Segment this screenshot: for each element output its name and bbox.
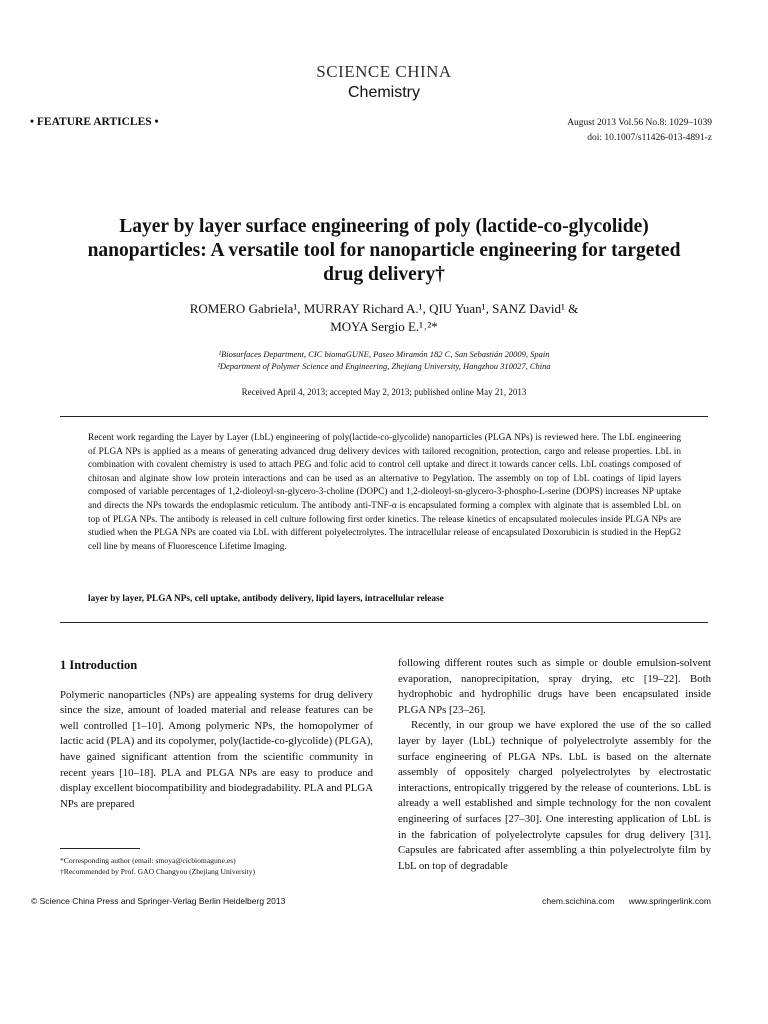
affiliation-1: ¹Biosurfaces Department, CIC biomaGUNE, Paseo Miramón 182 C, San Sebastián 20009, Spain <box>218 349 550 359</box>
footnote-corresponding: *Corresponding author (email: smoya@cicbiomagune.es) <box>60 856 236 865</box>
author-list <box>90 300 678 336</box>
keywords: layer by layer, PLGA NPs, cell uptake, antibody delivery, lipid layers, intracellular release <box>88 594 444 604</box>
left-column <box>60 658 373 812</box>
intro-paragraph-2: following different routes such as simple or double emulsion-solvent evaporation, nanoprecipitation, spray drying, etc [19–22]. Both hydrophobic and hydrophilic drugs have been encapsulated inside PLGA NPs [23–26]. <box>398 657 711 716</box>
divider-top <box>60 416 708 417</box>
link-chem-scichina[interactable]: chem.scichina.com <box>542 896 615 906</box>
divider-bottom <box>60 622 708 623</box>
intro-paragraph-3: Recently, in our group we have explored the use of the so called layer by layer (LbL) technique of polyelectrolyte assembly for the surface engineering of PLGA NPs. LbL is based on the alternate assembly of oppositely charged polyelectrolytes by electrostatic interactions, entropically triggered by the release of counterions. LbL is already a well established and simple technology for the non covalent engineering of surfaces [27–30]. One interesting application of LbL is in the fabrication of polyelectrolyte capsules for drug delivery [31]. Capsules are fabricated after assembling a thin polyelectrolyte film by LbL on top of degradable <box>398 719 711 872</box>
affiliations <box>90 348 678 372</box>
journal-name: SCIENCE CHINA <box>316 62 452 81</box>
link-springerlink[interactable]: www.springerlink.com <box>628 896 711 906</box>
footnotes <box>60 855 380 877</box>
journal-subject: Chemistry <box>347 84 420 101</box>
affiliation-2: ²Department of Polymer Science and Engineering, Zhejiang University, Hangzhou 310027, China <box>217 361 551 371</box>
article-title: Layer by layer surface engineering of poly (lactide-co-glycolide) nanoparticles: A versatile tool for nanoparticle engineering for targeted drug delivery† <box>87 216 681 285</box>
footer-links <box>530 896 711 906</box>
intro-paragraph-1: Polymeric nanoparticles (NPs) are appealing systems for drug delivery since the size, amount of loaded material and release features can be well controlled [1–10]. Among polymeric NPs, the homopolymer of lactic acid (PLA) and its copolymer, poly(lactide-co-glycolide) (PLGA), have gained significant attention from the scientific community in recent years [10–18]. PLA and PLGA NPs are easy to produce and display excellent biocompatibility and biodegradability. PLA and PLGA NPs are prepared <box>60 688 373 810</box>
section-heading-introduction: 1 Introduction <box>60 658 138 672</box>
authors-line-1: ROMERO Gabriela¹, MURRAY Richard A.¹, QIU Yuan¹, SANZ David¹ & <box>189 301 579 316</box>
abstract: Recent work regarding the Layer by Layer (LbL) engineering of poly(lactide-co-glycolide) nanoparticles (PLGA NPs) is reviewed here. The LbL engineering of PLGA NPs is applied as a means of generating advanced drug delivery devices with tailored recognition, protection, cargo and release properties. LbL in combination with covalent chemistry is used to attach PEG and folic acid to control cell uptake and direct it towards cancer cells. LbL coatings composed of chitosan and alginate show low protein interactions and can be used as an alternative to Pegylation. The assembly on top of LbL coatings of lipid layers composed of variable percentages of 1,2-dioleoyl-sn-glycero-3-choline (DOPC) and 1,2-dioleoyl-sn-glycero-3-phospho-L-serine (DOPS) increases NP uptake and directs the NPs towards the endoplasmic reticulum. The antibody anti-TNF-α is encapsulated forming a complex with alginate that is assembled LbL on top of PLGA NPs. The antibody is released in cell culture following first order kinetics. The release kinetics of encapsulated molecules inside PLGA NPs are studied when the PLGA NPs are coated via LbL with different polyelectrolytes. The intracellular release of encapsulated Doxorubicin is studied in the HepG2 cell line by means of Fluorescence Lifetime Imaging. <box>88 433 681 552</box>
section-label: • FEATURE ARTICLES • <box>30 116 159 128</box>
right-column <box>398 656 711 874</box>
issue-meta <box>567 116 712 146</box>
footnote-divider <box>60 848 140 849</box>
footnote-recommended: †Recommended by Prof. GAO Changyou (Zhejiang University) <box>60 867 256 876</box>
issue-info: August 2013 Vol.56 No.8: 1029–1039 <box>567 118 712 128</box>
doi: doi: 10.1007/s11426-013-4891-z <box>587 133 712 143</box>
authors-line-2: MOYA Sergio E.¹˒²* <box>330 319 438 334</box>
received-dates: Received April 4, 2013; accepted May 2, 2013; published online May 21, 2013 <box>241 387 527 397</box>
copyright-notice: © Science China Press and Springer-Verlag Berlin Heidelberg 2013 <box>31 896 286 906</box>
